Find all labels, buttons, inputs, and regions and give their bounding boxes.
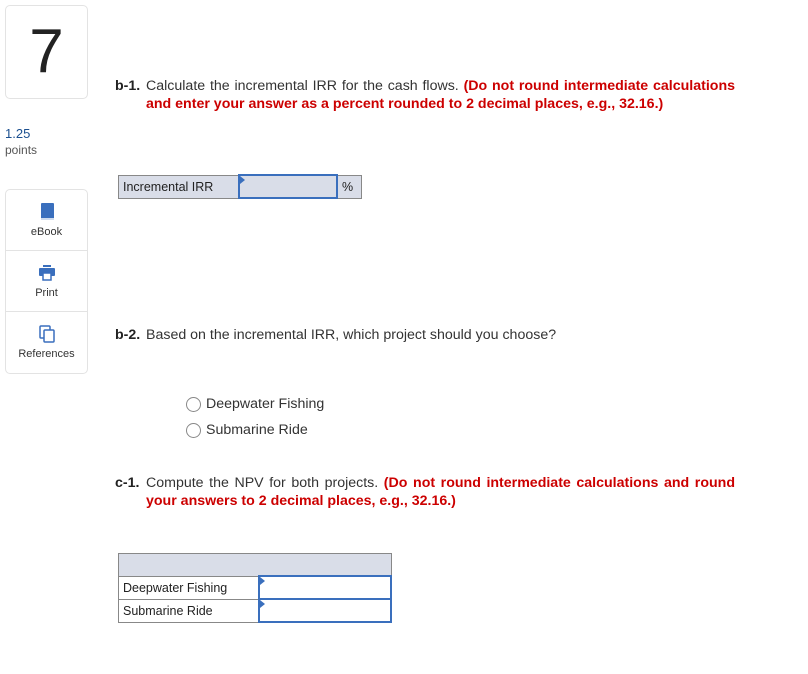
question-number: 7	[5, 5, 88, 99]
b1-instruction: (Do not round intermediate calculations and enter your answer as a percent rounded to 2 decimal places, e.g., 32.16.)	[146, 78, 736, 112]
points-label: points	[5, 143, 38, 157]
npv-input-cell[interactable]	[259, 576, 391, 599]
c1-text: Compute the NPV for both projects.	[146, 475, 379, 491]
references-button[interactable]	[6, 312, 87, 372]
copy-icon	[37, 324, 57, 344]
radio-button[interactable]	[186, 397, 201, 412]
b2-tag: b-2.	[115, 327, 141, 343]
irr-table	[118, 174, 362, 199]
tools-panel	[5, 189, 88, 374]
npv-deepwater-input[interactable]	[260, 576, 394, 599]
option-label: Deepwater Fishing	[206, 396, 325, 412]
npv-submarine-input[interactable]	[260, 599, 394, 622]
question-c1	[115, 474, 735, 510]
npv-input-cell[interactable]	[259, 599, 391, 622]
option-deepwater-fishing[interactable]	[186, 396, 324, 412]
points-value: 1.25	[5, 126, 31, 141]
print-button[interactable]	[6, 251, 87, 312]
npv-label: Deepwater Fishing	[119, 576, 260, 599]
option-submarine-ride[interactable]	[186, 422, 308, 438]
references-label: References	[18, 348, 75, 360]
book-icon	[37, 202, 57, 222]
npv-table	[118, 553, 392, 623]
b1-tag: b-1.	[115, 78, 141, 94]
irr-label: Incremental IRR	[119, 175, 240, 198]
print-label: Print	[35, 287, 58, 299]
npv-label: Submarine Ride	[119, 599, 260, 622]
printer-icon	[37, 263, 57, 283]
ebook-label: eBook	[30, 226, 63, 238]
irr-input-cell[interactable]	[239, 175, 337, 198]
b2-text: Based on the incremental IRR, which project should you choose?	[146, 327, 557, 343]
c1-instruction: (Do not round intermediate calculations and round your answers to 2 decimal places, e.g., 32.16.)	[146, 475, 735, 509]
irr-input[interactable]	[240, 175, 340, 198]
npv-header	[119, 554, 392, 577]
ebook-button[interactable]	[6, 190, 87, 251]
radio-button[interactable]	[186, 423, 201, 438]
percent-unit: %	[337, 175, 362, 198]
c1-tag: c-1.	[115, 475, 140, 491]
option-label: Submarine Ride	[206, 422, 308, 438]
question-b1	[115, 77, 735, 113]
b1-text: Calculate the incremental IRR for the cash flows.	[146, 78, 459, 94]
question-b2	[115, 326, 735, 344]
